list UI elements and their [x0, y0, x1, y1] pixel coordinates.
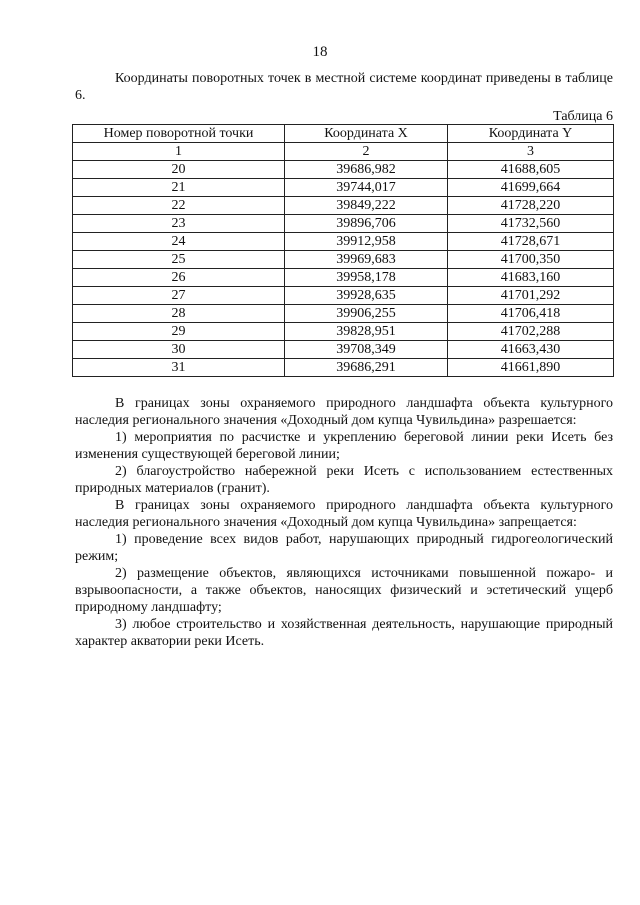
column-number: 1: [73, 143, 285, 161]
column-number-row: [73, 143, 614, 161]
page-number: 18: [312, 44, 328, 60]
coordinate-x-cell: 39969,683: [285, 251, 448, 269]
coordinate-y-cell: 41663,430: [448, 341, 614, 359]
point-number-cell: 27: [73, 287, 285, 305]
coordinate-y-cell: 41728,671: [448, 233, 614, 251]
coordinate-x-cell: 39912,958: [285, 233, 448, 251]
point-number-cell: 30: [73, 341, 285, 359]
coordinate-y-cell: 41683,160: [448, 269, 614, 287]
table-row: [73, 287, 614, 305]
prohibited-intro-paragraph: В границах зоны охраняемого природного ландшафта объекта культурного наследия регионального значения «Доходный дом купца Чувильдина» запрещается:: [75, 498, 613, 530]
coordinates-table: [72, 124, 614, 377]
permitted-item-1: 1) мероприятия по расчистке и укреплению береговой линии реки Исеть без изменения существующей береговой линии;: [75, 430, 613, 462]
coordinate-y-cell: 41688,605: [448, 161, 614, 179]
point-number-cell: 31: [73, 359, 285, 377]
coordinate-x-cell: 39828,951: [285, 323, 448, 341]
point-number-cell: 25: [73, 251, 285, 269]
table-row: [73, 323, 614, 341]
column-number: 3: [448, 143, 614, 161]
point-number-cell: 21: [73, 179, 285, 197]
prohibited-item-3: 3) любое строительство и хозяйственная деятельность, нарушающие природный характер акватории реки Исеть.: [75, 617, 613, 649]
table-row: [73, 179, 614, 197]
table-row: [73, 359, 614, 377]
table-row: [73, 251, 614, 269]
coordinate-y-cell: 41700,350: [448, 251, 614, 269]
point-number-cell: 23: [73, 215, 285, 233]
table-row: [73, 215, 614, 233]
coordinate-x-cell: 39849,222: [285, 197, 448, 215]
table-row: [73, 269, 614, 287]
table-caption: Таблица 6: [553, 109, 613, 124]
table-row: [73, 161, 614, 179]
table-row: [73, 233, 614, 251]
coordinate-x-cell: 39744,017: [285, 179, 448, 197]
permitted-item-2: 2) благоустройство набережной реки Исеть с использованием естественных природных материалов (гранит).: [75, 464, 613, 496]
prohibited-item-2: 2) размещение объектов, являющихся источниками повышенной пожаро- и взрывоопасности, а также объектов, наносящих физический и эстетический ущерб природному ландшафту;: [75, 566, 613, 615]
point-number-cell: 29: [73, 323, 285, 341]
coordinate-y-cell: 41706,418: [448, 305, 614, 323]
coordinate-y-cell: 41732,560: [448, 215, 614, 233]
column-number: 2: [285, 143, 448, 161]
coordinate-x-cell: 39686,982: [285, 161, 448, 179]
coordinate-x-cell: 39958,178: [285, 269, 448, 287]
coordinate-x-cell: 39928,635: [285, 287, 448, 305]
intro-paragraph: Координаты поворотных точек в местной системе координат приведены в таблице 6.: [75, 71, 613, 103]
coordinate-y-cell: 41661,890: [448, 359, 614, 377]
table-row: [73, 197, 614, 215]
coordinate-x-cell: 39686,291: [285, 359, 448, 377]
permitted-intro-paragraph: В границах зоны охраняемого природного ландшафта объекта культурного наследия регионального значения «Доходный дом купца Чувильдина» разрешается:: [75, 396, 613, 428]
coordinate-y-cell: 41699,664: [448, 179, 614, 197]
prohibited-item-1: 1) проведение всех видов работ, нарушающих природный гидрогеологический режим;: [75, 532, 613, 564]
header-coordinate-y: Координата Y: [448, 125, 614, 143]
point-number-cell: 22: [73, 197, 285, 215]
coordinate-y-cell: 41701,292: [448, 287, 614, 305]
coordinate-x-cell: 39708,349: [285, 341, 448, 359]
coordinate-y-cell: 41728,220: [448, 197, 614, 215]
coordinate-x-cell: 39896,706: [285, 215, 448, 233]
header-coordinate-x: Координата X: [285, 125, 448, 143]
table-header-row: [73, 125, 614, 143]
header-point-number: Номер поворотной точки: [73, 125, 285, 143]
point-number-cell: 28: [73, 305, 285, 323]
point-number-cell: 20: [73, 161, 285, 179]
point-number-cell: 26: [73, 269, 285, 287]
point-number-cell: 24: [73, 233, 285, 251]
coordinate-x-cell: 39906,255: [285, 305, 448, 323]
table-row: [73, 341, 614, 359]
table-row: [73, 305, 614, 323]
regulations-text: [75, 395, 613, 650]
coordinate-y-cell: 41702,288: [448, 323, 614, 341]
